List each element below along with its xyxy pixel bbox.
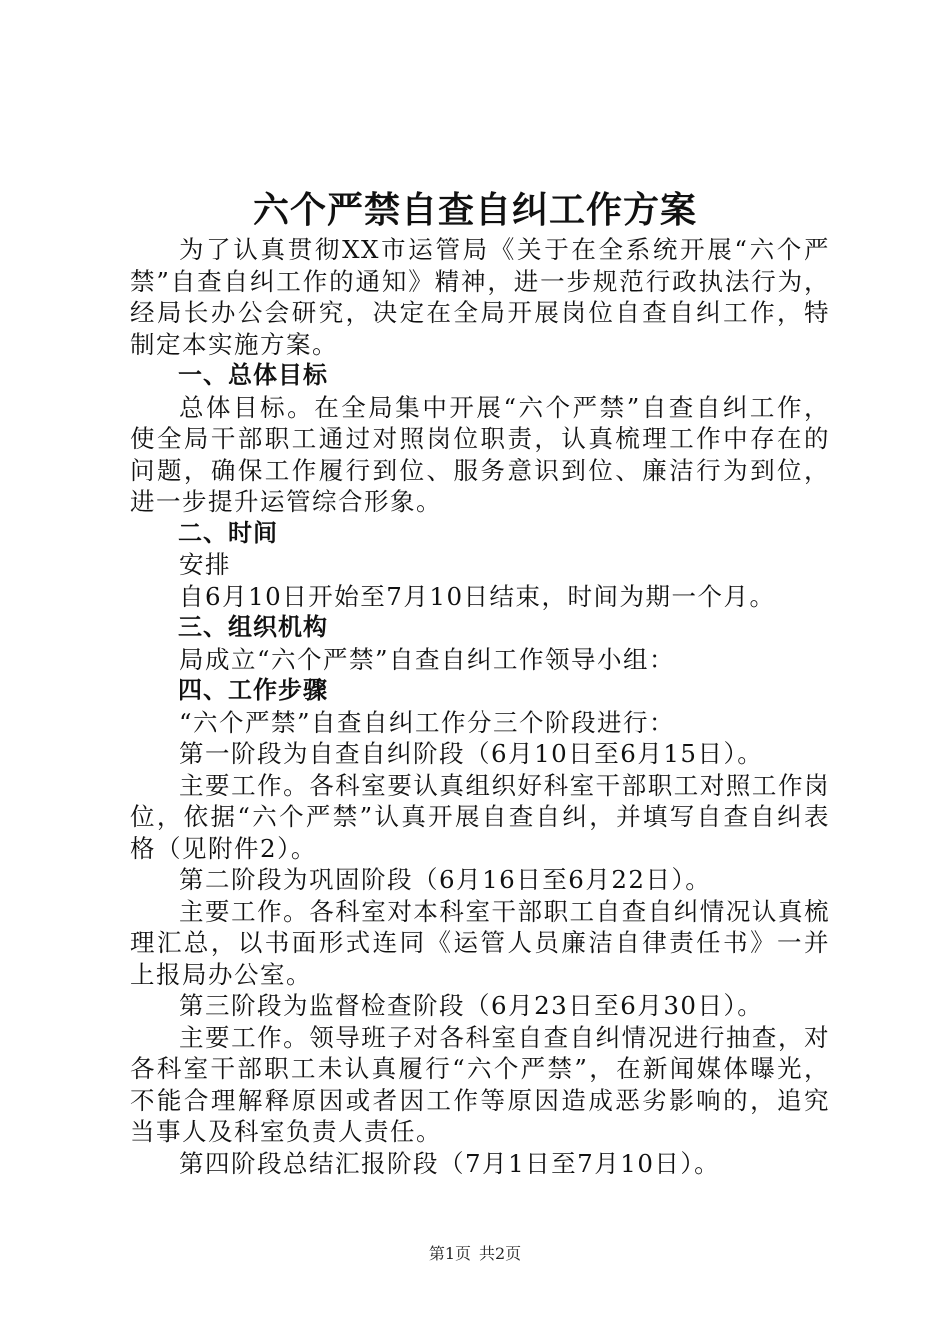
stage-two-paragraph: 主要工作。各科室对本科室干部职工自查自纠情况认真梳理汇总，以书面形式连同《运管人员廉洁自律责任书》一并上报局办公室。: [130, 896, 830, 989]
intro-paragraph: 为了认真贯彻XX市运管局《关于在全系统开展“六个严禁”自查自纠工作的通知》精神，进一步规范行政执法行为，经局长办公会研究，决定在全局开展岗位自查自纠工作，特制定本实施方案。: [130, 235, 830, 359]
goal-paragraph: 总体目标。在全局集中开展“六个严禁”自查自纠工作，使全局干部职工通过对照岗位职责，认真梳理工作中存在的问题，确保工作履行到位、服务意识到位、廉洁行为到位，进一步提升运管综合形象。: [130, 392, 830, 516]
section-heading-goal: 一、总体目标: [178, 361, 328, 389]
page-number: 第1页: [428, 1244, 471, 1263]
stage-one-title: 第一阶段为自查自纠阶段（6月10日至6月15日）。: [179, 739, 764, 768]
stage-three-title: 第三阶段为监督检查阶段（6月23日至6月30日）。: [179, 991, 764, 1020]
document-title: 六个严禁自查自纠工作方案: [252, 189, 697, 231]
organization-paragraph: 局成立“六个严禁”自查自纠工作领导小组：: [179, 644, 676, 674]
stage-two-title: 第二阶段为巩固阶段（6月16日至6月22日）。: [179, 865, 712, 894]
time-arrangement-label: 安排: [179, 550, 231, 579]
steps-intro-paragraph: “六个严禁”自查自纠工作分三个阶段进行：: [179, 707, 676, 737]
document-body: [130, 234, 830, 1179]
stage-four-title: 第四阶段总结汇报阶段（7月1日至7月10日）。: [179, 1148, 721, 1178]
stage-three-paragraph: 主要工作。领导班子对各科室自查自纠情况进行抽查，对各科室干部职工未认真履行“六个严禁”，在新闻媒体曝光，不能合理解释原因或者因工作等原因造成恶劣影响的，追究当事人及科室负责人责任。: [130, 1022, 830, 1146]
section-heading-steps: 四、工作步骤: [178, 676, 328, 704]
page-footer: [0, 1243, 950, 1265]
total-pages: 共2页: [479, 1244, 522, 1263]
stage-one-paragraph: 主要工作。各科室要认真组织好科室干部职工对照工作岗位，依据“六个严禁”认真开展自查自纠，并填写自查自纠表格（见附件2）。: [130, 770, 830, 863]
section-heading-time: 二、时间: [178, 518, 278, 547]
time-paragraph: 自6月10日开始至7月10日结束，时间为期一个月。: [179, 581, 776, 611]
section-heading-organization: 三、组织机构: [178, 613, 328, 641]
